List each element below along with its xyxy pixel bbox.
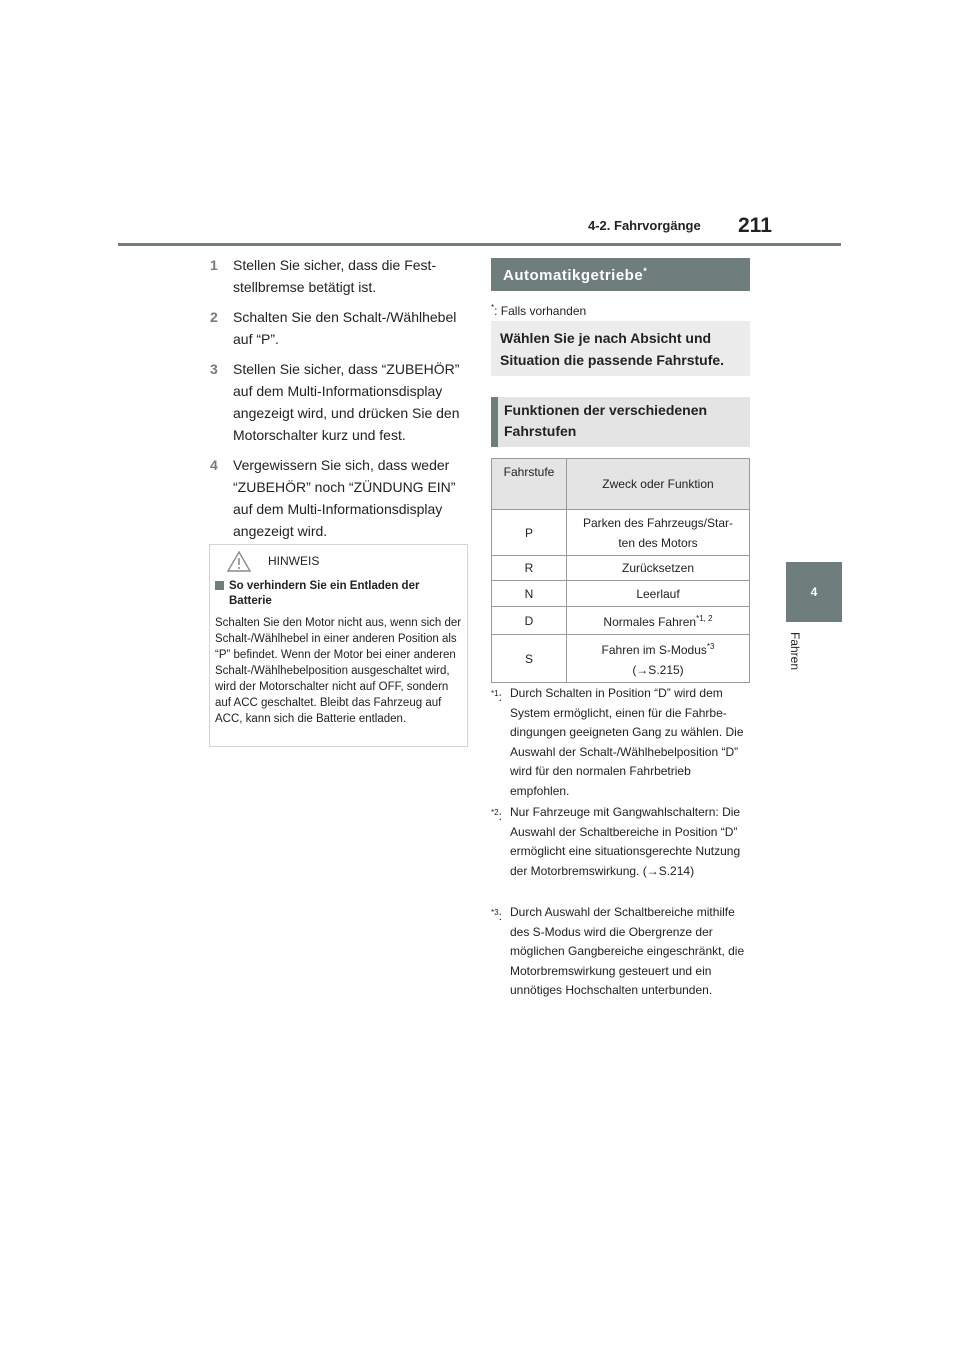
table-row (492, 635, 750, 683)
page-number: 211 (738, 214, 772, 237)
function-cell: Zurücksetzen (567, 556, 750, 581)
header-gear: Fahrstufe (492, 459, 567, 510)
warning-triangle-icon (226, 550, 252, 573)
subheading (491, 397, 750, 447)
section-heading-mark: * (643, 266, 648, 276)
function-cell (567, 607, 750, 635)
availability-mark: * (491, 303, 495, 312)
section-heading-text: Automatikgetriebe (503, 267, 644, 284)
notice-header (210, 545, 467, 575)
function-cell (567, 510, 750, 556)
footnote: $^{*3}$: Durch Auswahl der Schaltbereiche mithilfe des S-Modus wird die Obergrenze der möglichen Gangbereiche eingeschränkt, die Motorbremswirkung gesteuert und ein unnötiges Hochschalten unterbunden. (491, 903, 751, 1001)
step-item (210, 306, 475, 350)
gear-cell: R (492, 556, 567, 581)
notice-body: Schalten Sie den Motor nicht aus, wenn sich der Schalt-/Wählhebel in einer anderen Position als “P” befindet. Wenn der Motor bei einer anderen Schalt-/Wählhebelposition ausgeschaltet wird, wird der Motorschalter nicht auf OFF, sondern auf ACC geschaltet. Bleibt das Fahrzeug auf ACC, kann sich die Batterie entladen. (215, 617, 462, 725)
page-reference: (→S.215) (632, 663, 684, 677)
section-title: 4-2. Fahrvorgänge (588, 218, 701, 233)
footnote-text: Durch Auswahl der Schaltbereiche mithilfe des S-Modus wird die Obergrenze der möglichen Gangbereiche eingeschränkt, die Motorbremswirkung gesteuert und ein unnötiges Hochschalten unterbunden. (510, 905, 745, 997)
notice-title: HINWEIS (268, 554, 320, 568)
step-list (210, 254, 475, 550)
table-row (492, 607, 750, 635)
gear-cell: N (492, 581, 567, 607)
step-number: 2 (210, 309, 218, 325)
notice-subtitle (215, 579, 460, 609)
function-cell: Leerlauf (567, 581, 750, 607)
step-text: Stellen Sie sicher, dass “ZUBEHÖR” auf dem Multi-Informationsdisplay angezeigt wird, und drücken Sie den Motorschalter kurz und fest. (233, 361, 460, 443)
function-text: Parken des Fahrzeugs/Starten des Motors (582, 515, 734, 550)
subheading-text: Funktionen der verschiedenen Fahrstufen (504, 402, 708, 439)
chapter-tab: 4 (786, 562, 842, 622)
chapter-tab-label: Fahren (788, 632, 802, 671)
table-header-row (492, 459, 750, 510)
step-text: Schalten Sie den Schalt-/Wählhebel auf “P”. (233, 309, 457, 347)
function-cell (567, 635, 750, 683)
footnote-text: Nur Fahrzeuge mit Gangwahlschaltern: Die Auswahl der Schaltbereiche in Position “D” ermöglicht eine situationsgerechte Nutzung der Motorbremswirkung. (→S.214) (510, 805, 741, 878)
table-row (492, 581, 750, 607)
header-rule (118, 243, 841, 246)
availability-text: : Falls vorhanden (494, 304, 587, 318)
square-bullet-icon (215, 581, 224, 590)
step-number: 4 (210, 457, 218, 473)
function-text: Normales Fahren (603, 615, 697, 629)
section-heading (491, 258, 750, 291)
gear-cell: S (492, 635, 567, 683)
function-footnote-mark: *1, 2 (696, 614, 713, 623)
step-text: Stellen Sie sicher, dass die Feststellbremse betätigt ist. (233, 257, 437, 295)
step-item (210, 254, 475, 298)
function-text: Fahren im S-Modus (601, 643, 707, 657)
footnote-mark: *1 (491, 689, 499, 698)
availability-note (491, 303, 586, 318)
footnote-text: Durch Schalten in Position “D” wird dem System ermöglicht, einen für die Fahrbedingungen geeigneten Gang zu wählen. Die Auswahl der Schalt-/Wählhebelposition “D” wird für den normalen Fahrbetrieb empfohlen. (510, 686, 744, 798)
step-text: Vergewissern Sie sich, dass weder “ZUBEHÖR” noch “ZÜNDUNG EIN” auf dem Multi-Informationsdisplay angezeigt wird. (233, 457, 456, 539)
step-number: 1 (210, 257, 218, 273)
gear-table (491, 458, 750, 683)
header-function: Zweck oder Funktion (567, 459, 750, 510)
step-item (210, 358, 475, 446)
function-footnote-mark: *3 (706, 642, 715, 651)
intro-box (491, 321, 750, 376)
footnote-mark: *3 (491, 908, 499, 917)
table-row (492, 510, 750, 556)
step-item (210, 454, 475, 542)
notice-box (209, 544, 468, 747)
table-row (492, 556, 750, 581)
notice-subtitle-text: So verhindern Sie ein Entladen der Batterie (229, 580, 420, 607)
gear-cell: P (492, 510, 567, 556)
footnote-mark: *2 (491, 808, 499, 817)
gear-cell: D (492, 607, 567, 635)
intro-text: Wählen Sie je nach Absicht und Situation die passende Fahrstufe. (500, 330, 725, 368)
step-number: 3 (210, 361, 218, 377)
footnote: $^{*2}$: Nur Fahrzeuge mit Gangwahlschaltern: Die Auswahl der Schaltbereiche in Position “D” ermöglicht eine situationsgerechte Nutzung der Motorbremswirkung. (→S.214) (491, 803, 751, 881)
footnote: $^{*1}$: Durch Schalten in Position “D” wird dem System ermöglicht, einen für die Fahrbedingungen geeigneten Gang zu wählen. Die Auswahl der Schalt-/Wählhebelposition “D” wird für den normalen Fahrbetrieb empfohlen. (491, 684, 751, 801)
